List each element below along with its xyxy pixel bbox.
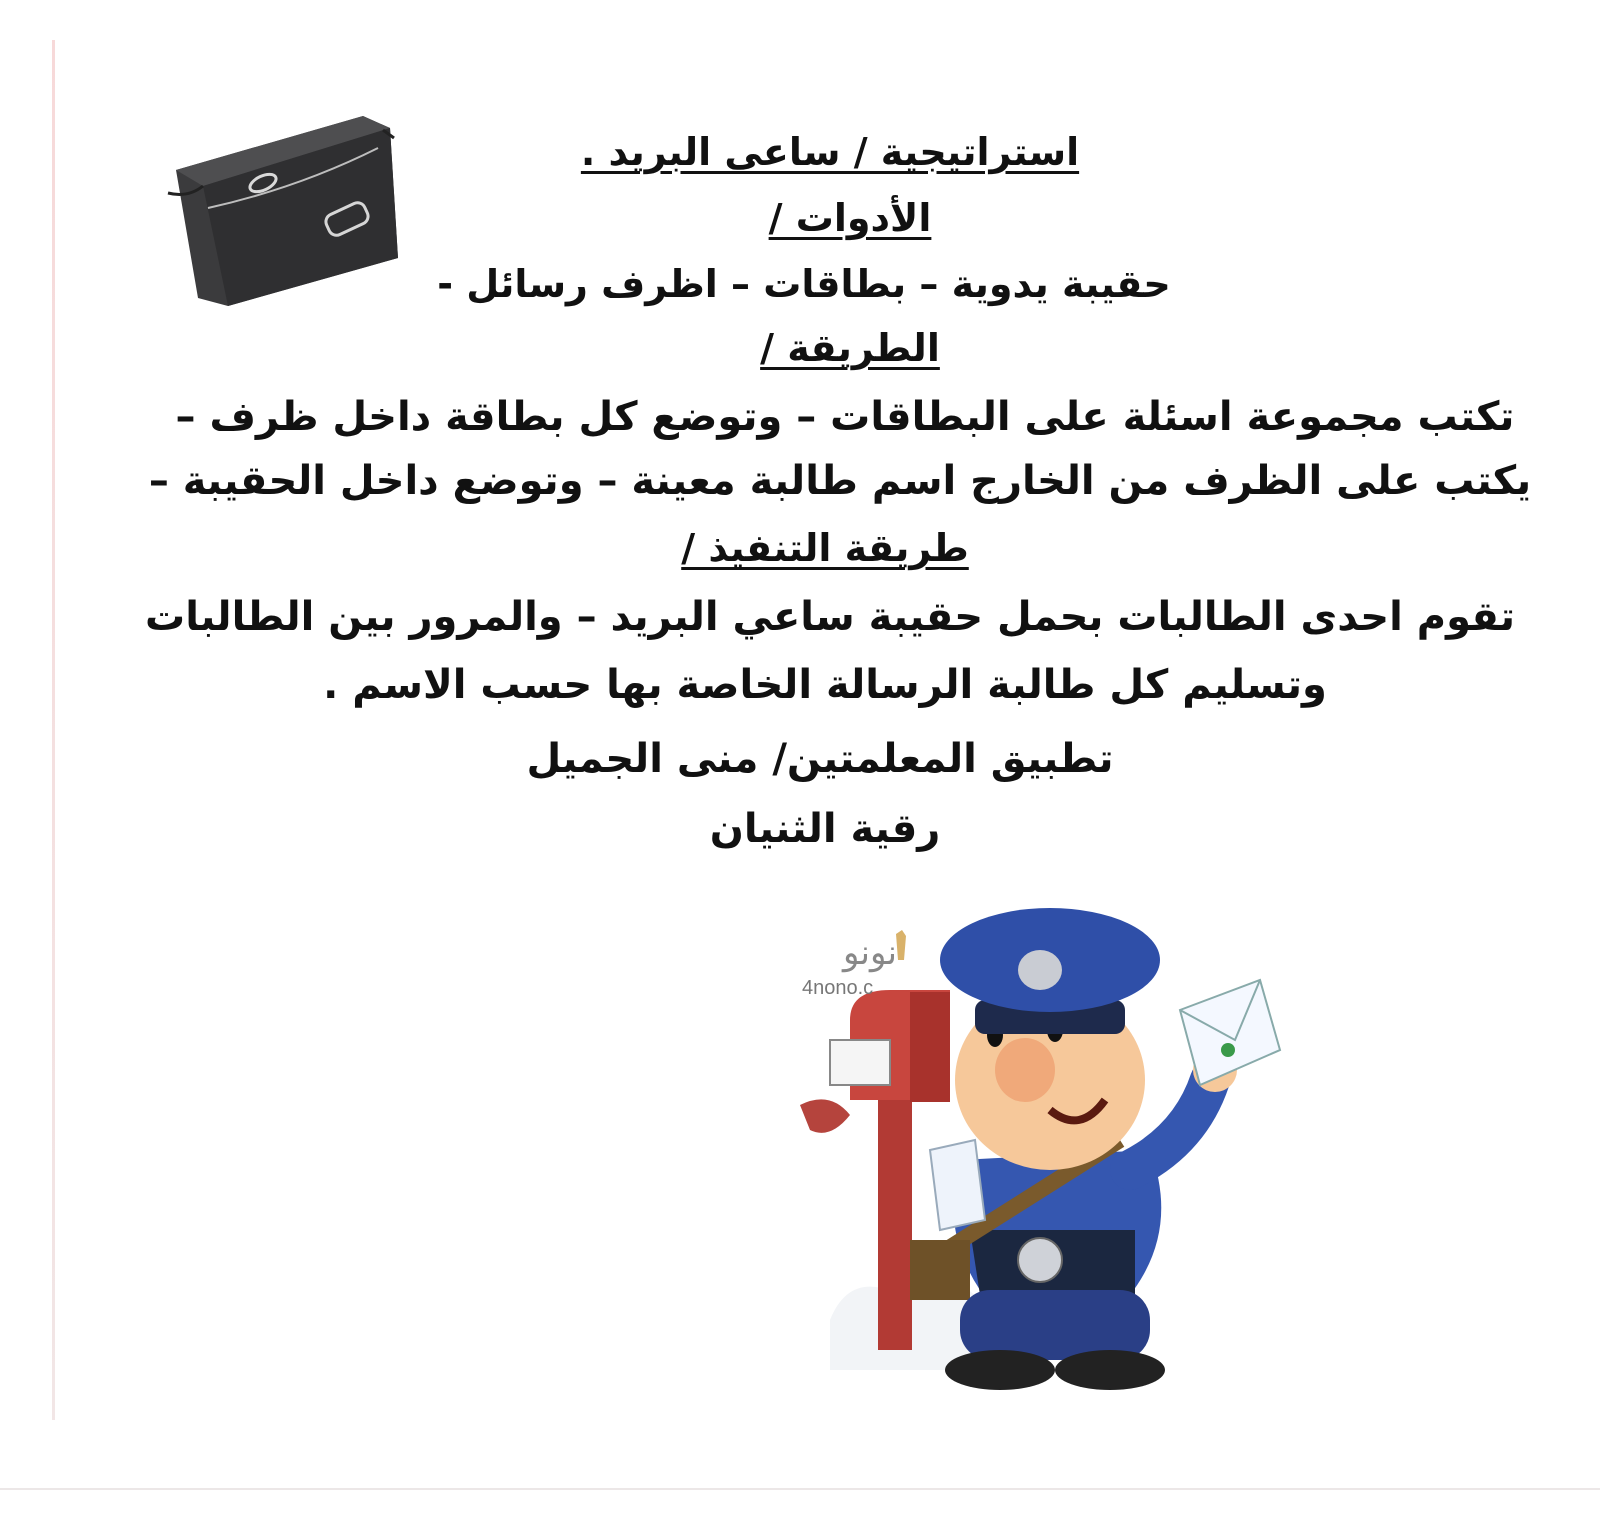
credit-line-1: تطبيق المعلمتين/ منى الجميل — [526, 736, 1114, 782]
tools-heading: الأدوات / — [768, 196, 932, 240]
method-line-1: تكتب مجموعة اسئلة على البطاقات – وتوضع كل بطاقة داخل ظرف – — [175, 394, 1515, 440]
svg-text:نونو: نونو — [842, 934, 898, 972]
mailbox-post — [878, 1100, 912, 1350]
svg-text:4nono.c: 4nono.c — [802, 977, 874, 999]
method-line-2: يكتب على الظرف من الخارج اسم طالبة معينة – وتوضع داخل الحقيبة – — [148, 458, 1532, 504]
method-heading: الطريقة / — [760, 326, 940, 370]
title: استراتيجية / ساعى البريد . — [580, 130, 1080, 174]
credit-line-2: رقية الثنيان — [709, 806, 941, 852]
page-bottom-edge — [0, 1488, 1600, 1490]
execution-heading: طريقة التنفيذ / — [681, 526, 969, 570]
watermark-logo — [800, 930, 920, 1000]
execution-line-1: تقوم احدى الطالبات بحمل حقيبة ساعي البريد – والمرور بين الطالبات — [145, 594, 1515, 640]
envelope-icon — [1180, 980, 1280, 1085]
page-left-edge — [52, 40, 55, 1420]
execution-line-2: وتسليم كل طالبة الرسالة الخاصة بها حسب الاسم . — [323, 662, 1327, 708]
tools-list: حقيبة يدوية – بطاقات – اظرف رسائل - — [437, 262, 1171, 306]
